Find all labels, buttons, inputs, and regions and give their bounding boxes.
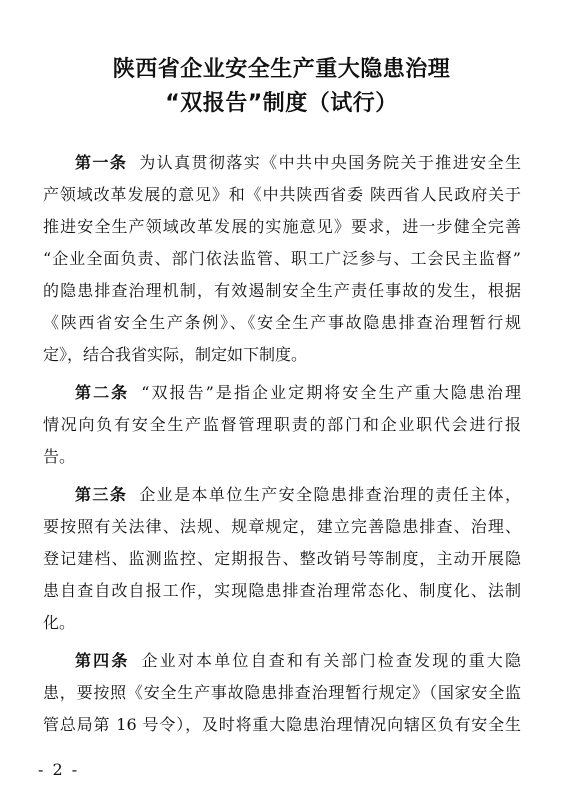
article-1-line-2: 产领域改革发展的意见》和《中共陕西省委 陕西省人民政府关于	[43, 185, 521, 204]
page-number: - 2 -	[38, 760, 80, 779]
article-1-line-4: “企业全面负责、部门依法监管、职工广泛参与、工会民主监督”	[43, 249, 521, 268]
article-1-line-5: 的隐患排查治理机制，有效遏制安全生产责任事故的发生，根据	[43, 281, 521, 300]
article-2-line-1: 第二条 “双报告”是指企业定期将安全生产重大隐患治理	[75, 383, 521, 402]
article-3-line-5: 化。	[43, 613, 76, 632]
article-3-line-4: 患自查自改自报工作，实现隐患排查治理常态化、制度化、法制	[43, 581, 521, 600]
article-4-line-2: 患，要按照《安全生产事故隐患排查治理暂行规定》（国家安全监	[43, 683, 521, 702]
article-4-line-1: 第四条 企业对本单位自查和有关部门检查发现的重大隐	[75, 651, 521, 670]
document-title-line-2: “双报告”制度（试行）	[165, 91, 398, 116]
article-2-heading: 第二条	[75, 383, 130, 402]
article-3-line-3: 登记建档、监测监控、定期报告、整改销号等制度，主动开展隐	[43, 549, 521, 568]
article-2-line-3: 告。	[43, 447, 76, 466]
article-2-line-2: 情况向负有安全生产监督管理职责的部门和企业职代会进行报	[43, 415, 521, 434]
document-title-line-1: 陕西省企业安全生产重大隐患治理	[112, 57, 451, 82]
article-3-line-2: 要按照有关法律、法规、规章规定，建立完善隐患排查、治理、	[43, 517, 521, 536]
article-1-line-6: 《陕西省安全生产条例》、《安全生产事故隐患排查治理暂行规	[43, 313, 521, 332]
article-3-heading: 第三条	[75, 485, 128, 504]
article-4-heading: 第四条	[75, 651, 130, 670]
article-1-line-3: 推进安全生产领域改革发展的实施意见》要求，进一步健全完善	[43, 217, 521, 236]
article-1-line-1: 第一条 为认真贯彻落实《中共中央国务院关于推进安全生	[75, 153, 521, 172]
article-1-heading: 第一条	[75, 153, 128, 172]
article-1-line-7: 定》，结合我省实际，制定如下制度。	[43, 345, 308, 364]
article-3-line-1: 第三条 企业是本单位生产安全隐患排查治理的责任主体，	[75, 485, 521, 504]
article-4-line-3: 管总局第 16 号令），及时将重大隐患治理情况向辖区负有安全生	[43, 715, 521, 734]
